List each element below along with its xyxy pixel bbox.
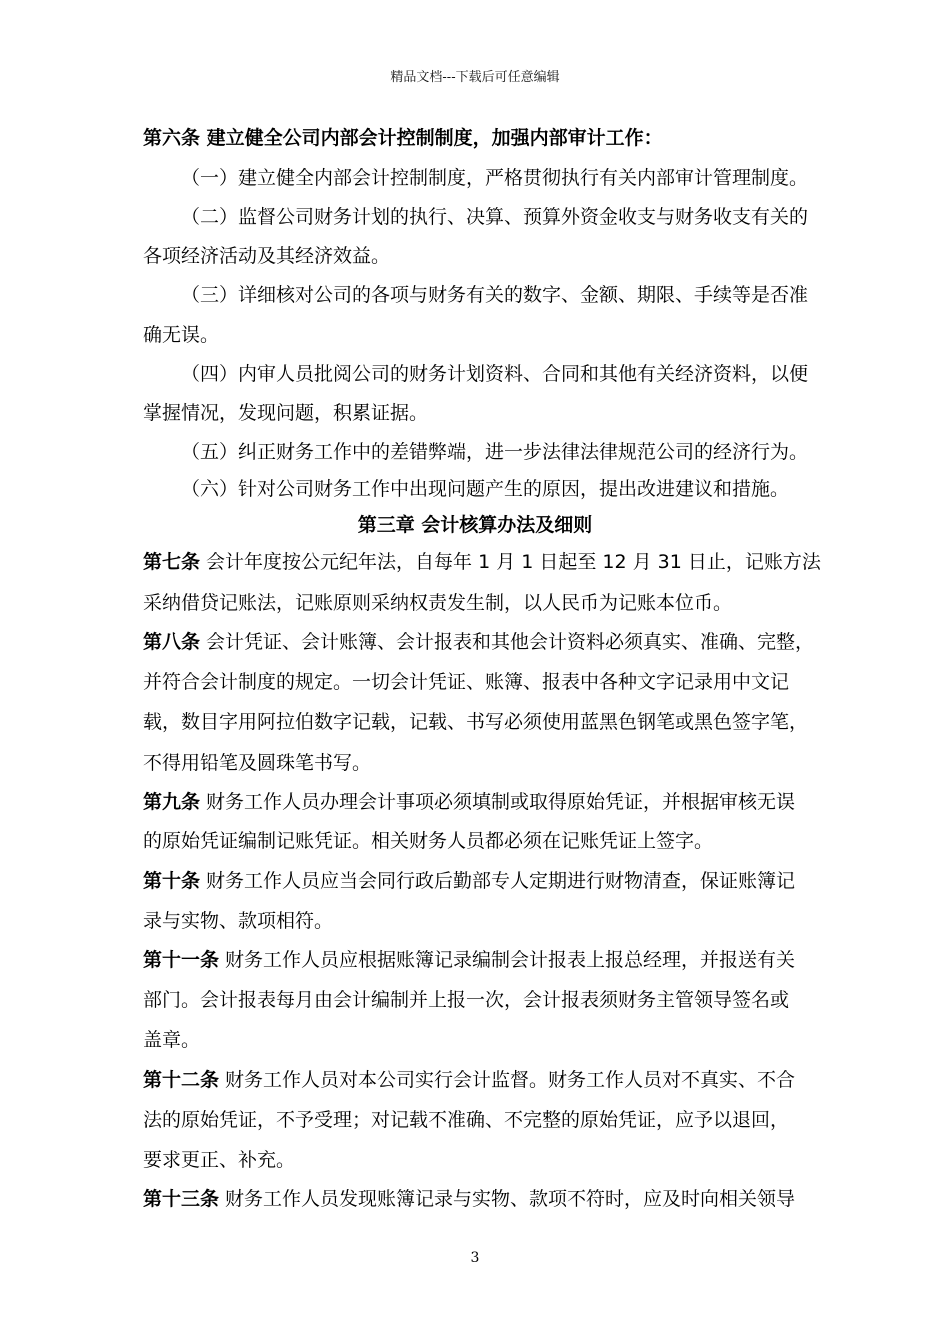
article-6-item-4-cont: 掌握情况，发现问题，积累证据。: [143, 402, 429, 424]
article-13-line-1: [143, 1187, 795, 1211]
article-6-heading: 第六条 建立健全公司内部会计控制制度，加强内部审计工作：: [143, 127, 663, 149]
article-8-line-2: 并符合会计制度的规定。一切会计凭证、账簿、报表中各种文字记录用中文记: [143, 671, 790, 693]
article-8-line-1: [143, 630, 814, 654]
article-6-item-5: （五）纠正财务工作中的差错弊端，进一步法律法律规范公司的经济行为。: [181, 441, 809, 463]
article-7-label: 第七条: [143, 551, 201, 573]
article-7-text: 会计年度按公元纪年法，自每年 1 月 1 日起至 12 月 31 日止，记账方法: [200, 551, 821, 573]
article-10-line-1: [143, 869, 795, 893]
article-6-item-4: （四）内审人员批阅公司的财务计划资料、合同和其他有关经济资料，以便: [181, 363, 809, 385]
article-11-line-1: [143, 948, 795, 972]
article-12-line-3: 要求更正、补充。: [143, 1149, 296, 1171]
article-11-label: 第十一条: [143, 949, 220, 971]
article-10-label: 第十条: [143, 870, 201, 892]
article-12-line-2: 法的原始凭证，不予受理；对记载不准确、不完整的原始凭证，应予以退回，: [143, 1109, 790, 1131]
article-10-text: 财务工作人员应当会同行政后勤部专人定期进行财物清查，保证账簿记: [200, 870, 796, 892]
article-6-item-2-cont: 各项经济活动及其经济效益。: [143, 245, 391, 267]
page-header: 精品文档---下载后可任意编辑: [390, 70, 560, 85]
chapter-3-title: 第三章 会计核算办法及细则: [357, 514, 593, 536]
article-11-line-3: 盖章。: [143, 1029, 201, 1051]
article-6-item-2: （二）监督公司财务计划的执行、决算、预算外资金收支与财务收支有关的: [181, 206, 809, 228]
article-9-text: 财务工作人员办理会计事项必须填制或取得原始凭证，并根据审核无误: [200, 791, 796, 813]
article-9-label: 第九条: [143, 791, 201, 813]
article-8-text: 会计凭证、会计账簿、会计报表和其他会计资料必须真实、准确、完整，: [200, 631, 815, 653]
article-6-item-1: （一）建立健全内部会计控制制度，严格贯彻执行有关内部审计管理制度。: [181, 167, 809, 189]
article-6-item-3: （三）详细核对公司的各项与财务有关的数字、金额、期限、手续等是否准: [181, 284, 809, 306]
article-8-label: 第八条: [143, 631, 201, 653]
page-number: 3: [470, 1250, 480, 1266]
article-9-line-2: 的原始凭证编制记账凭证。相关财务人员都必须在记账凭证上签字。: [143, 830, 714, 852]
article-8-line-4: 不得用铅笔及圆珠笔书写。: [143, 752, 372, 774]
article-13-text: 财务工作人员发现账簿记录与实物、款项不符时，应及时向相关领导: [219, 1188, 796, 1210]
article-7-line-1: [143, 550, 821, 574]
article-9-line-1: [143, 790, 795, 814]
article-12-text: 财务工作人员对本公司实行会计监督。财务工作人员对不真实、不合: [219, 1069, 796, 1091]
article-11-line-2: 部门。会计报表每月由会计编制并上报一次，会计报表须财务主管领导签名或: [143, 989, 790, 1011]
article-6-item-6: （六）针对公司财务工作中出现问题产生的原因，提出改进建议和措施。: [181, 478, 790, 500]
article-11-text: 财务工作人员应根据账簿记录编制会计报表上报总经理，并报送有关: [219, 949, 796, 971]
article-10-line-2: 录与实物、款项相符。: [143, 910, 334, 932]
article-8-line-3: 载，数目字用阿拉伯数字记载，记载、书写必须使用蓝黑色钢笔或黑色签字笔，: [143, 711, 809, 733]
article-7-line-2: 采纳借贷记账法，记账原则采纳权责发生制，以人民币为记账本位币。: [143, 592, 733, 614]
article-6-item-3-cont: 确无误。: [143, 324, 220, 346]
article-12-line-1: [143, 1068, 795, 1092]
article-12-label: 第十二条: [143, 1069, 220, 1091]
article-13-label: 第十三条: [143, 1188, 220, 1210]
